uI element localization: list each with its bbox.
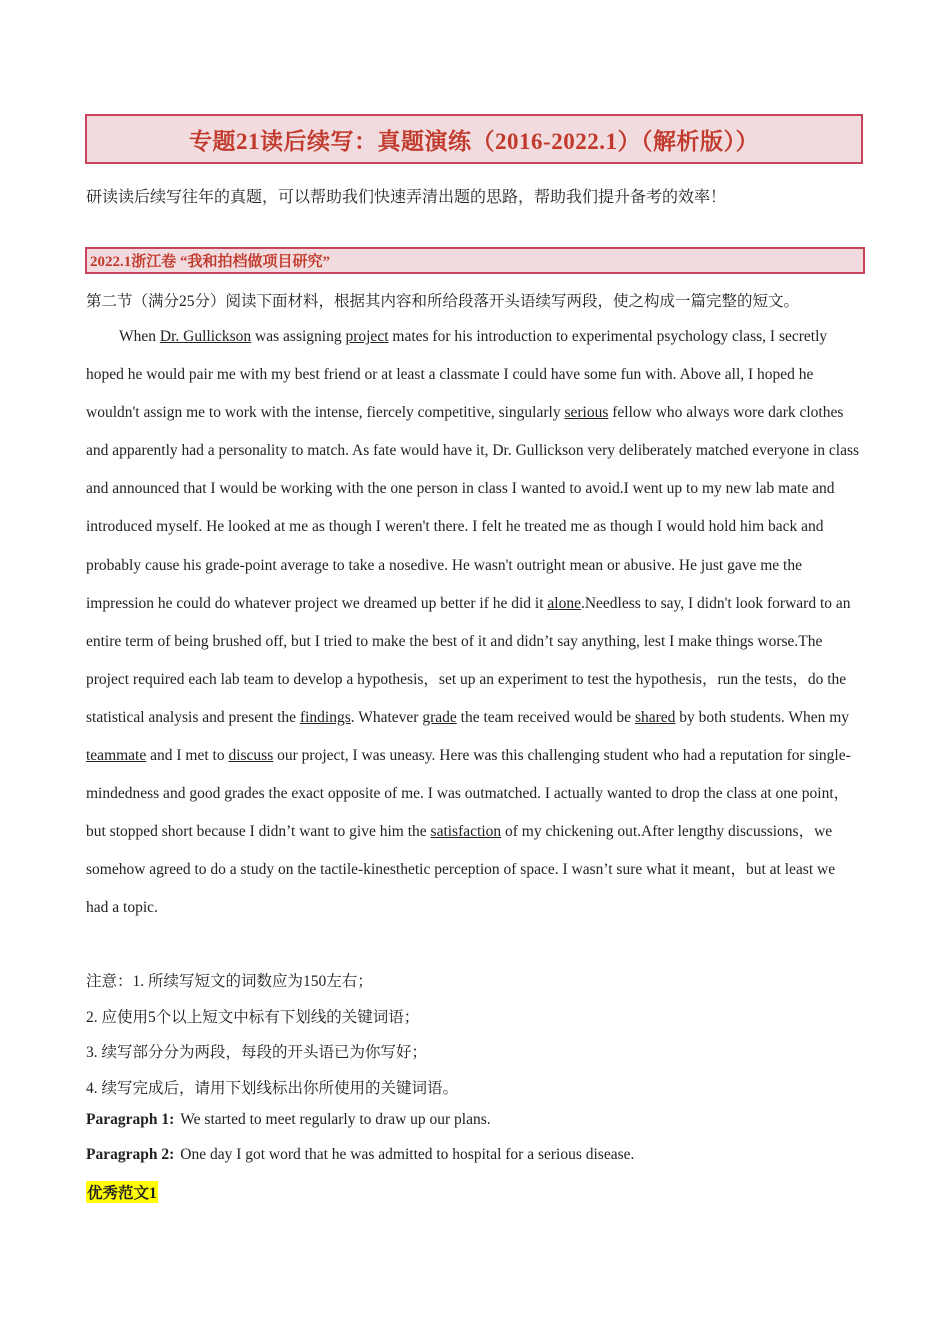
keyword: teammate — [86, 747, 147, 765]
passage-text: and I met to — [146, 747, 229, 765]
note-line: 3. 续写部分分为两段，每段的开头语已为你写好； — [86, 1044, 428, 1061]
passage-text: .Needless to say, I didn't look forward to an entire term of being brushed off, but I tried to make the best of it and didn’t say anything, lest I make things worse.The project required each lab team to develop a hypothesis，set up an experiment to test the hypothesis，run the tests，do the statistical analysis and present the — [86, 594, 851, 726]
paragraph-opening: We started to meet regularly to draw up our plans. — [180, 1111, 491, 1128]
passage-text: our project, I was uneasy. Here was this challenging student who had a reputation for single-mindedness and good grades the exact opposite of me. I was outmatched. I actually wanted to drop the class at one point，but stopped short because I didn’t want to give him the — [86, 747, 851, 841]
paragraph-opening: One day I got word that he was admitted to hospital for a serious disease. — [180, 1146, 635, 1163]
paragraph-label: Paragraph 1: — [86, 1111, 175, 1128]
keyword: satisfaction — [430, 823, 502, 841]
keyword: serious — [564, 404, 609, 422]
passage-text: the team received would be — [456, 708, 635, 726]
passage-text: fellow who always wore dark clothes and apparently had a personality to match. As fate would have it, Dr. Gullickson very deliberately matched everyone in class and announced that I would be working with the one person in class I wanted to avoid.I went up to my new lab mate and introduced myself. He looked at me as though I weren't there. I felt he treated me as though I would hold him back and probably cause his grade-point average to take a nosedive. He wasn't outright mean or abusive. He just gave me the impression he could do whatever project we dreamed up better if he did it — [86, 404, 860, 612]
intro-text: 研读读后续写往年的真题，可以帮助我们快速弄清出题的思路，帮助我们提升备考的效率！ — [86, 187, 727, 206]
instruction-text: 第二节（满分25分）阅读下面材料，根据其内容和所给段落开头语续写两段，使之构成一篇完整的短文。 — [86, 293, 800, 310]
passage-text: mates for his introduction to experimental psychology class, I secretly hoped he would pair me with my best friend or at least a classmate I could have some fun with. Above all, I hoped he wouldn't assign me to work with the intense, fiercely competitive, singularly — [86, 328, 828, 422]
keyword: discuss — [228, 747, 274, 765]
keyword: shared — [634, 708, 676, 726]
passage-text: . Whatever — [350, 708, 423, 726]
section-heading: 2022.1浙江卷 “我和拍档做项目研究” — [90, 254, 331, 270]
keyword: grade — [422, 708, 457, 726]
title-banner — [85, 114, 863, 164]
passage-text: When — [119, 328, 160, 345]
keyword: project — [345, 328, 389, 345]
paragraph-label: Paragraph 2: — [86, 1146, 175, 1163]
keyword: findings — [299, 708, 351, 726]
keyword: alone — [547, 594, 581, 612]
note-line: 注意：1. 所续写短文的词数应为150左右； — [86, 973, 373, 990]
paragraph-2-prompt — [86, 1146, 634, 1164]
paragraph-1-prompt — [86, 1111, 491, 1129]
reading-passage — [86, 318, 861, 928]
passage-text: of my chickening out.After lengthy discussions，we somehow agreed to do a study on the tactile-kinesthetic perception of space. I wasn’t sure what it meant，but at least we had a topic. — [86, 823, 836, 917]
passage-text: by both students. When my — [675, 708, 850, 726]
note-line: 2. 应使用5个以上短文中标有下划线的关键词语； — [86, 1009, 420, 1026]
note-line: 4. 续写完成后，请用下划线标出你所使用的关键词语。 — [86, 1080, 459, 1097]
passage-text: was assigning — [251, 328, 346, 345]
section-banner — [85, 247, 865, 274]
page-title: 专题21读后续写：真题演练（2016-2022.1）（解析版）） — [189, 128, 759, 154]
sample-essay-label: 优秀范文1 — [86, 1181, 158, 1203]
keyword: Dr. Gullickson — [159, 328, 252, 345]
